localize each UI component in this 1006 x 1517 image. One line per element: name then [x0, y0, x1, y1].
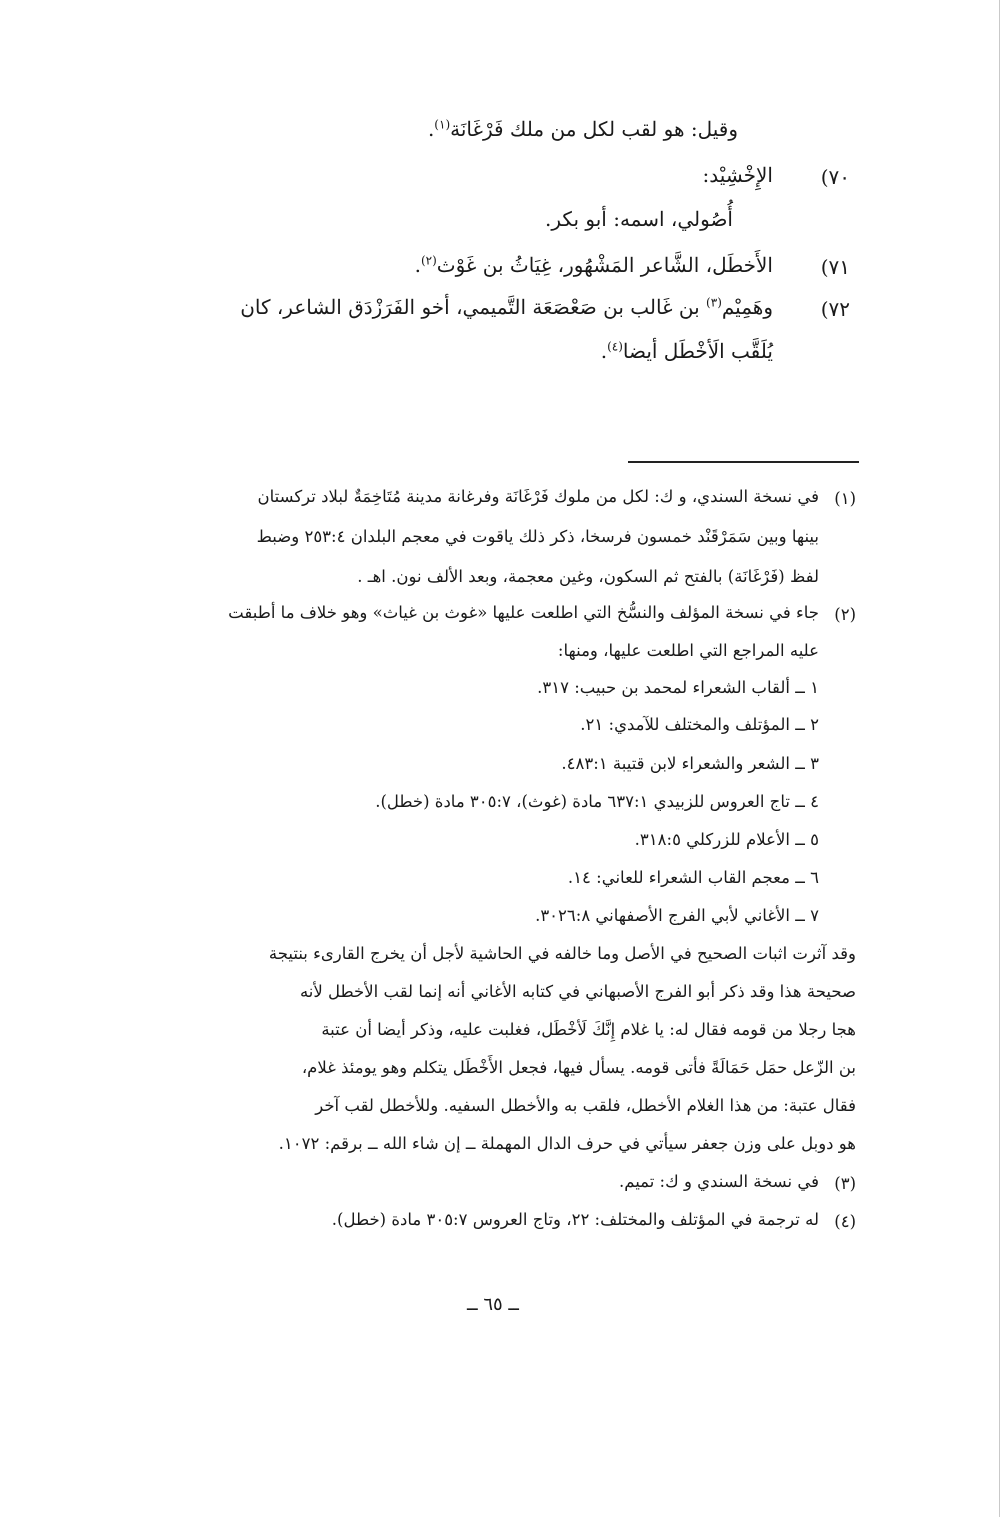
footnote-2-list-item: ٢ ــ المؤتلف والمختلف للآمدي: ٢١. [580, 715, 819, 734]
entry-71-end: . [414, 253, 421, 277]
footnote-2-paragraph-line: بن الزّعل حمَل حَمَالَةً فأتى قومه. يسأل فيها، فجعل الأَخْطَل يتكلم وهو يومئذ غلام، [301, 1058, 856, 1077]
entry-72-line-2-text: يُلَقَّب الَأخْطَل أيضا [622, 339, 773, 363]
entry-72-name: وهَمِيْم [721, 295, 773, 319]
footnote-4-text: له ترجمة في المؤتلف والمختلف: ٢٢، وتاج العروس ٣٠٥:٧ مادة (خطل). [331, 1210, 819, 1229]
footnote-2-list-item: ٥ ــ الأعلام للزركلي ٣١٨:٥. [634, 830, 819, 849]
footnote-3-number: (٣) [834, 1174, 856, 1193]
entry-71-text [415, 250, 773, 280]
footnote-1-number: (١) [834, 489, 856, 508]
footnote-2-paragraph-line: وقد آثرت اثبات الصحيح في الأصل وما خالفه في الحاشية لأجل أن يخرج القارىء بنتيجة [268, 944, 856, 963]
footnote-4-number: (٤) [834, 1212, 856, 1231]
entry-72-line-2 [601, 336, 773, 366]
footnote-2-list-item: ١ ــ ألقاب الشعراء لمحمد بن حبيب: ٣١٧. [537, 678, 819, 697]
entry-72-line-1 [240, 292, 773, 322]
footnote-2-list-item: ٣ ــ الشعر والشعراء لابن قتيبة ٤٨٣:١. [561, 754, 819, 773]
footnote-2-paragraph-line: هجا رجلا من قومه فقال له: يا غلام إِنَّكَ لَأخْطَل، فغلبت عليه، وذكر أيضا أن عتبة [321, 1020, 856, 1039]
footnote-ref-3: (٣) [706, 295, 722, 310]
footnote-2-paragraph-line: صحيحة هذا وقد ذكر أبو الفرج الأصبهاني في كتابه الأغاني أنه إنما لقب الأخطل لأنه [299, 982, 856, 1001]
main-line-1-text: وقيل: هو لقب لكل من ملك فَرْغَانَة [450, 117, 738, 141]
footnote-1-line-2: بينها وبين سَمَرْقَنْد خمسون فرسخا، ذكر ذلك ياقوت في معجم البلدان ٢٥٣:٤ وضبط [256, 527, 819, 546]
footnote-2-number: (٢) [834, 605, 856, 624]
main-line-1 [428, 114, 738, 144]
footnote-3-text: في نسخة السندي و ك: تميم. [618, 1172, 819, 1191]
entry-70-heading: الإِخْشِيْد: [702, 163, 773, 187]
footnote-2-paragraph-line: فقال عتبة: من هذا الغلام الأخطل، فلقب به والأخطل السفيه. وللأخطل لقب آخر [315, 1096, 856, 1115]
footnote-2-line-1: جاء في نسخة المؤلف والنسُّخ التي اطلعت عليها «غوث بن غياث» وهو خلاف ما أطبقت [228, 603, 819, 622]
entry-72-body: بن غَالب بن صَعْصَعَة التَّميمي، أخو الفَرَزْدَق الشاعر، كان [240, 295, 707, 319]
entry-72-number: ٧٢) [820, 297, 850, 321]
footnote-2-list-item: ٧ ــ الأغاني لأبي الفرج الأصفهاني ٣٠٢٦:٨. [535, 906, 819, 925]
page-edge-shadow [999, 0, 1000, 1517]
entry-71-number: ٧١) [820, 255, 850, 279]
footnote-2-paragraph-line: هو دوبل على وزن جعفر سيأتي في حرف الدال المهملة ــ إن شاء الله ــ برقم: ١٠٧٢. [278, 1134, 856, 1153]
entry-72-end: . [600, 339, 608, 363]
footnote-ref-1: (١) [434, 117, 451, 132]
page-number: ــ ٦٥ ــ [467, 1294, 519, 1315]
footnote-1-line-3: لفظ (فَرْغَانَة) بالفتح ثم السكون، وغين معجمة، وبعد الألف نون. اهـ . [357, 567, 819, 586]
footnote-separator [628, 461, 859, 463]
footnote-2-list-item: ٤ ــ تاج العروس للزبيدي ٦٣٧:١ مادة (غوث)، ٣٠٥:٧ مادة (خطل). [375, 792, 819, 811]
main-line-1-end: . [427, 117, 435, 141]
footnote-1-line-1: في نسخة السندي، و ك: لكل من ملوك فَرْغَانَة وفرغانة مدينة مُتَاخِمَةٌ لبلاد تركستان [257, 487, 819, 506]
entry-70-detail: أُصُولي، اسمه: أبو بكر. [545, 207, 733, 231]
entry-71-body: الأَخطَل، الشَّاعر المَشْهُور، غِيَاثُ بن غَوْث [436, 253, 773, 277]
footnote-2-line-2: عليه المراجع التي اطلعت عليها، ومنها: [557, 641, 819, 660]
entry-70-number: ٧٠) [820, 165, 850, 189]
footnote-2-list-item: ٦ ــ معجم القاب الشعراء للعاني: ١٤. [567, 868, 819, 887]
footnote-ref-4: (٤) [607, 339, 623, 354]
footnote-ref-2: (٢) [420, 253, 437, 268]
